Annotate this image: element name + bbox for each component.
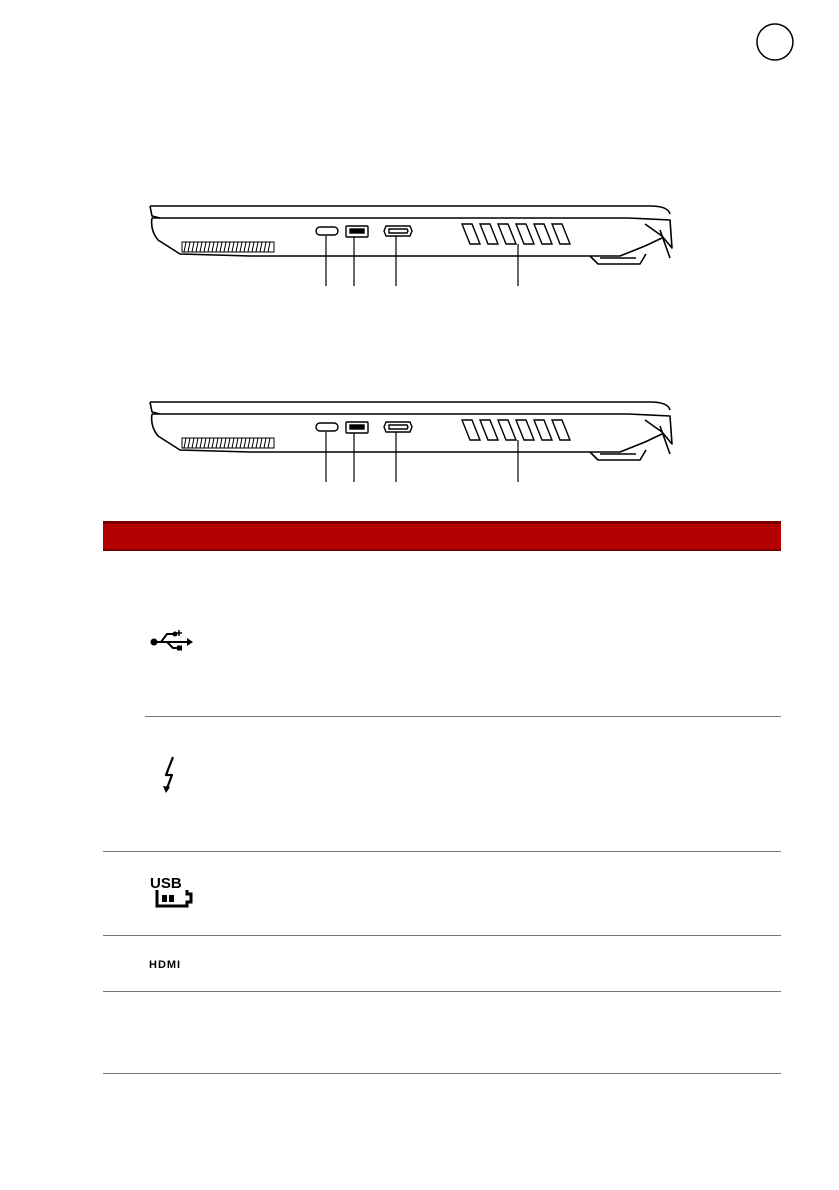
laptop-right-side-figure [140,200,700,290]
page-marker-icon [755,22,795,62]
hdmi-icon [149,958,195,970]
table-row-usb [103,551,781,717]
svg-text:HDMI: HDMI [149,959,182,970]
table-header [103,521,781,551]
table-row-thunderbolt [103,717,781,852]
svg-text:USB: USB [150,875,182,892]
usb-icon [149,629,193,651]
table-row-empty [103,992,781,1074]
laptop-right-side-figure-alt [140,396,700,486]
table-row-hdmi [103,936,781,992]
usb-charging-icon [149,874,199,910]
port-table [103,521,781,1074]
table-row-usb-charging [103,852,781,936]
thunderbolt-icon [161,755,181,795]
